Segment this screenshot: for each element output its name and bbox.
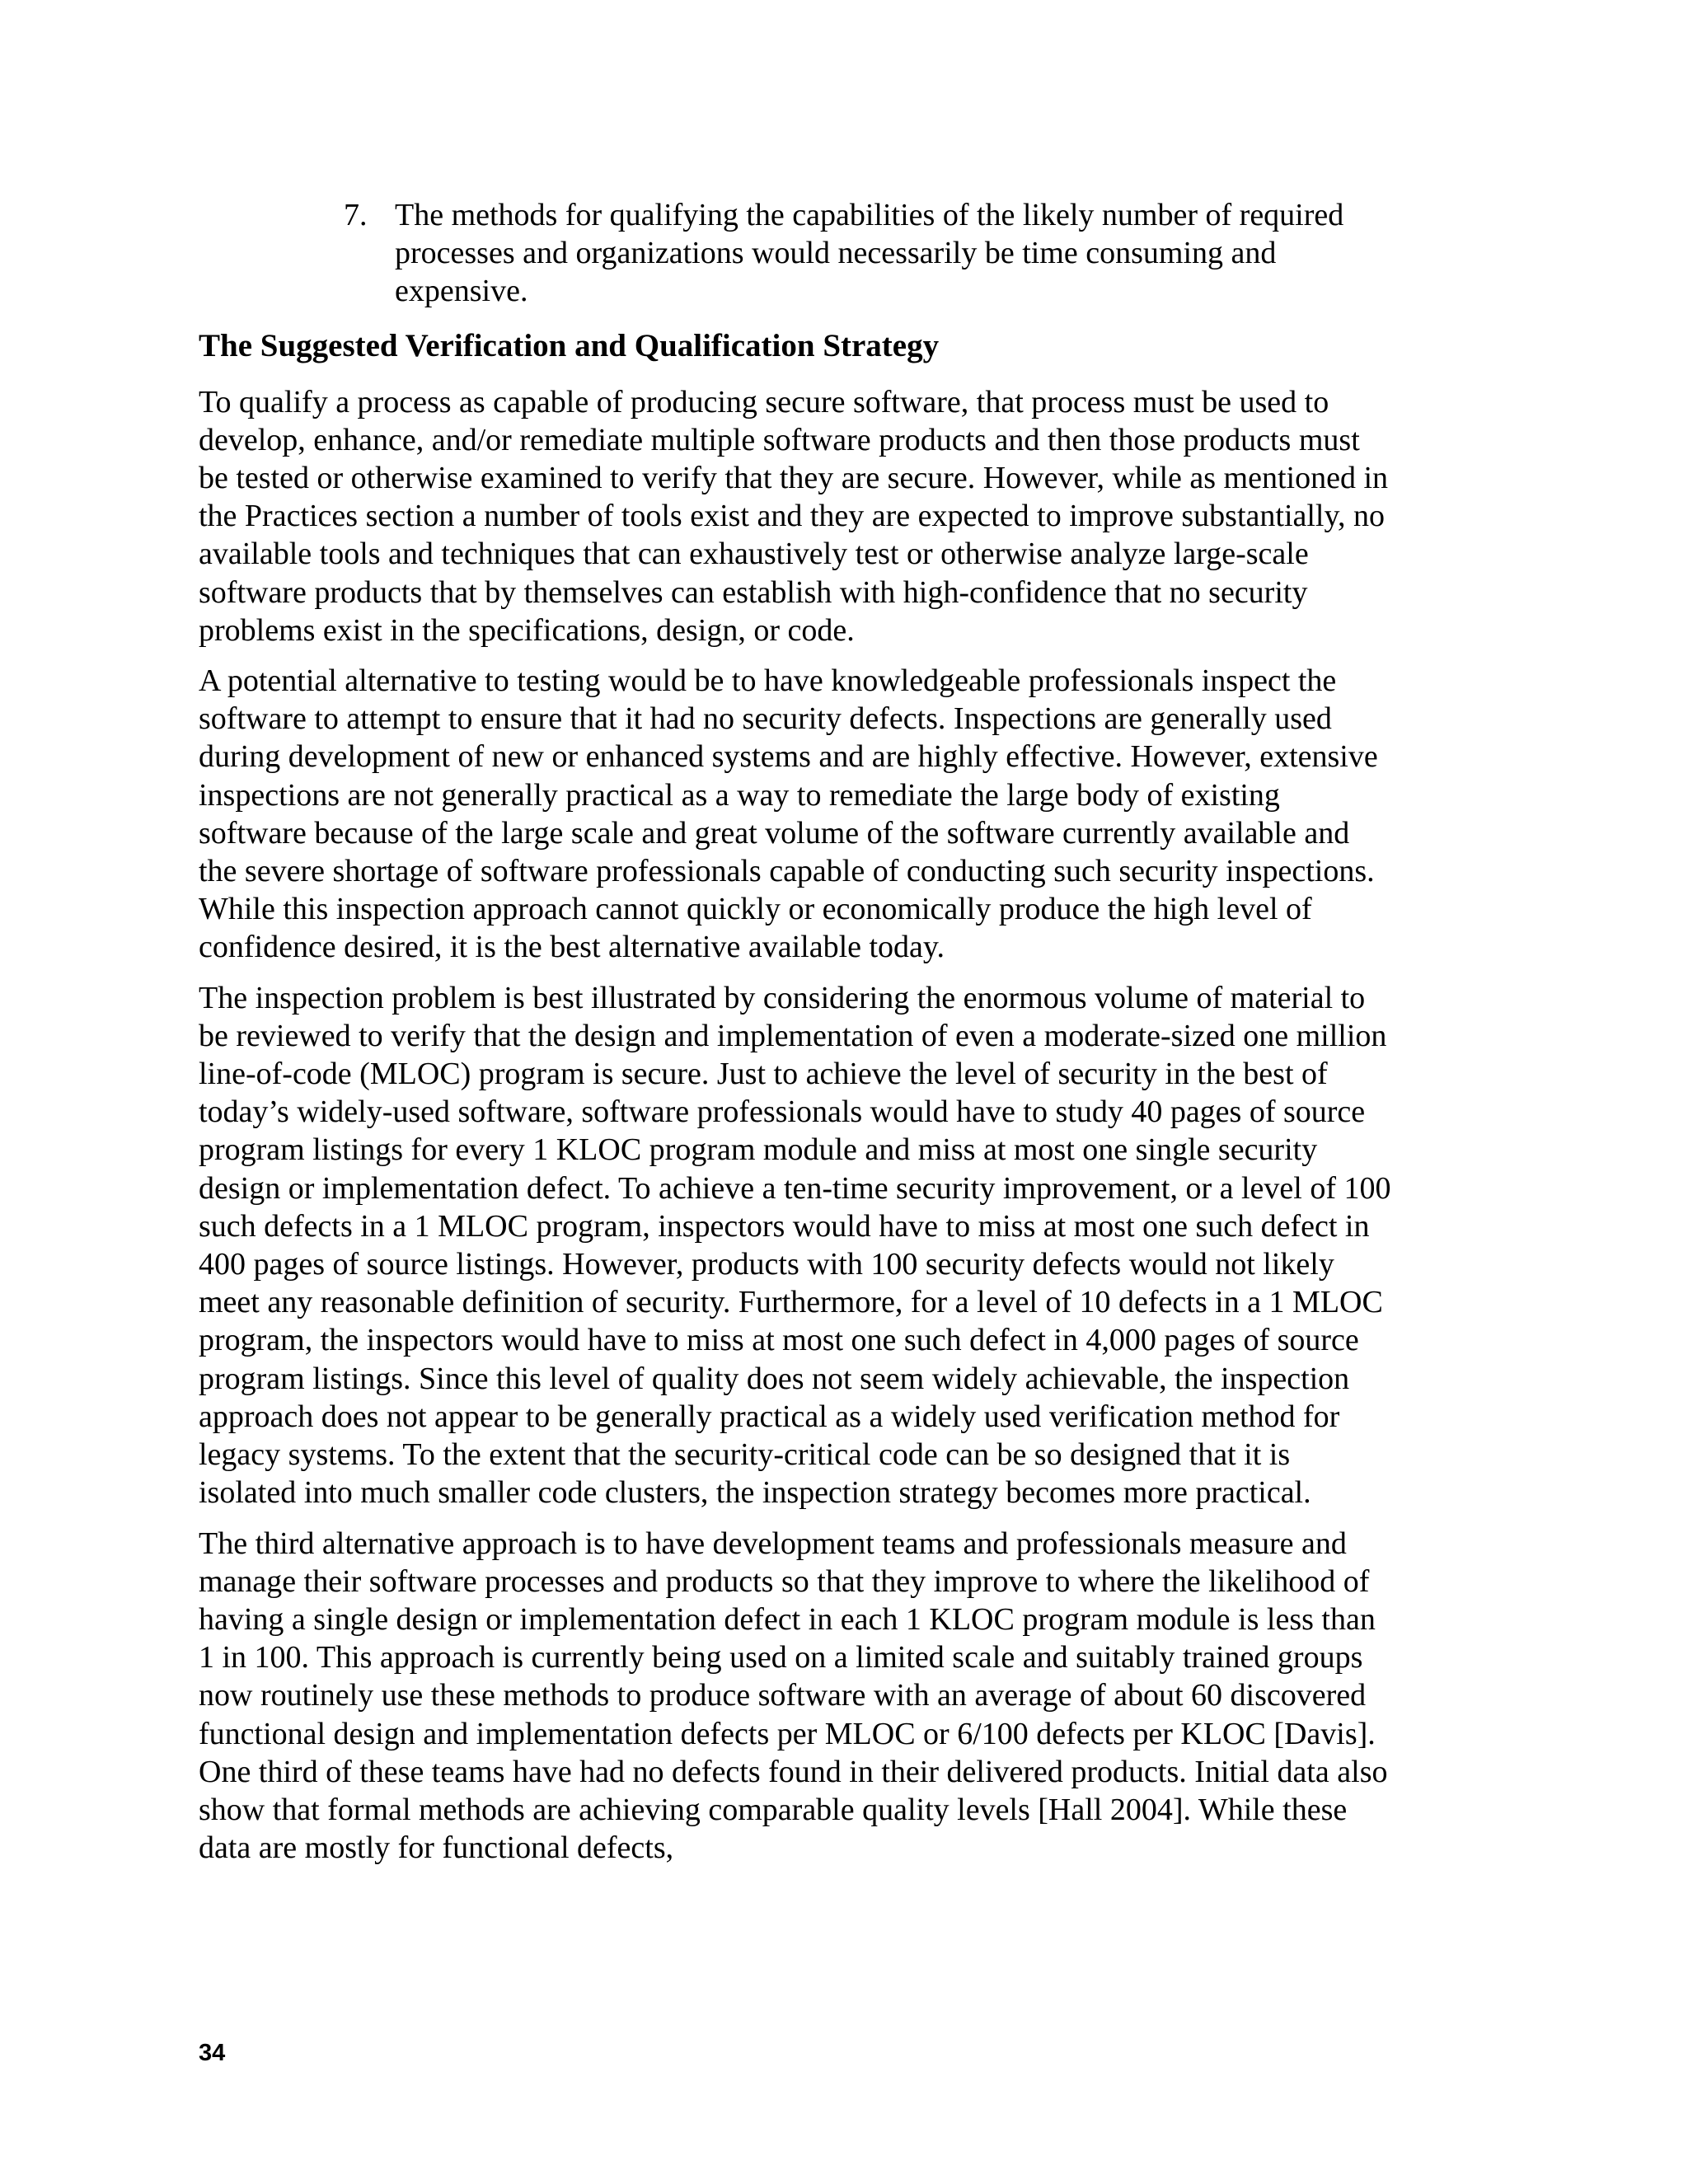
- list-item-text: The methods for qualifying the capabilities of the likely number of required processes and organizations would necessarily be time consuming and expensive.: [395, 198, 1344, 309]
- section-heading: The Suggested Verification and Qualification Strategy: [199, 327, 940, 363]
- paragraph-inspection-alternative: A potential alternative to testing would be to have knowledgeable professionals inspect the software to attempt to ensure that it had no security defects. Inspections are generally used during development of new or enhanced systems and are highly effective. However, extensive inspections are not generally practical as a way to remediate the large body of existing software because of the large scale and great volume of the software currently available and the severe shortage of software professionals capable of conducting such security inspections. While this inspection approach cannot quickly or economically produce the high level of confidence desired, it is the best alternative available today.: [199, 663, 1378, 965]
- paragraph-inspection-problem: The inspection problem is best illustrated by considering the enormous volume of material to be reviewed to verify that the design and implementation of even a moderate-sized one million line-of-code (MLOC) program is secure. Just to achieve the level of security in the best of today’s widely-used software, software professionals would have to study 40 pages of source program listings for every 1 KLOC program module and miss at most one single security design or implementation defect. To achieve a ten-time security improvement, or a level of 100 such defects in a 1 MLOC program, inspectors would have to miss at most one such defect in 400 pages of source listings. However, products with 100 security defects would not likely meet any reasonable definition of security. Furthermore, for a level of 10 defects in a 1 MLOC program, the inspectors would have to miss at most one such defect in 4,000 pages of source program listings. Since this level of quality does not seem widely achievable, the inspection approach does not appear to be generally practical as a widely used verification method for legacy systems. To the extent that the security-critical code can be so designed that it is isolated into much smaller code clusters, the inspection strategy becomes more practical.: [199, 980, 1391, 1511]
- paragraph-third-alternative: The third alternative approach is to have development teams and professionals measure and manage their software processes and products so that they improve to where the likelihood of having a single design or implementation defect in each 1 KLOC program module is less than 1 in 100. This approach is currently being used on a limited scale and suitably trained groups now routinely use these methods to produce software with an average of about 60 discovered functional design and implementation defects per MLOC or 6/100 defects per KLOC [Davis]. One third of these teams have had no defects found in their delivered products. Initial data also show that formal methods are achieving comparable quality levels [Hall 2004]. While these data are mostly for functional defects,: [199, 1526, 1388, 1866]
- page-content: [199, 196, 1392, 1879]
- paragraph-testing: To qualify a process as capable of producing secure software, that process must be used to develop, enhance, and/or remediate multiple software products and then those products must be tested or otherwise examined to verify that they are secure. However, while as mentioned in the Practices section a number of tools exist and they are expected to improve substantially, no available tools and techniques that can exhaustively test or otherwise analyze large-scale software products that by themselves can establish with high-confidence that no security problems exist in the specifications, design, or code.: [199, 384, 1389, 648]
- numbered-list-item: [344, 196, 1392, 311]
- list-item-number: 7.: [344, 198, 368, 232]
- page-number: 34: [199, 2040, 226, 2066]
